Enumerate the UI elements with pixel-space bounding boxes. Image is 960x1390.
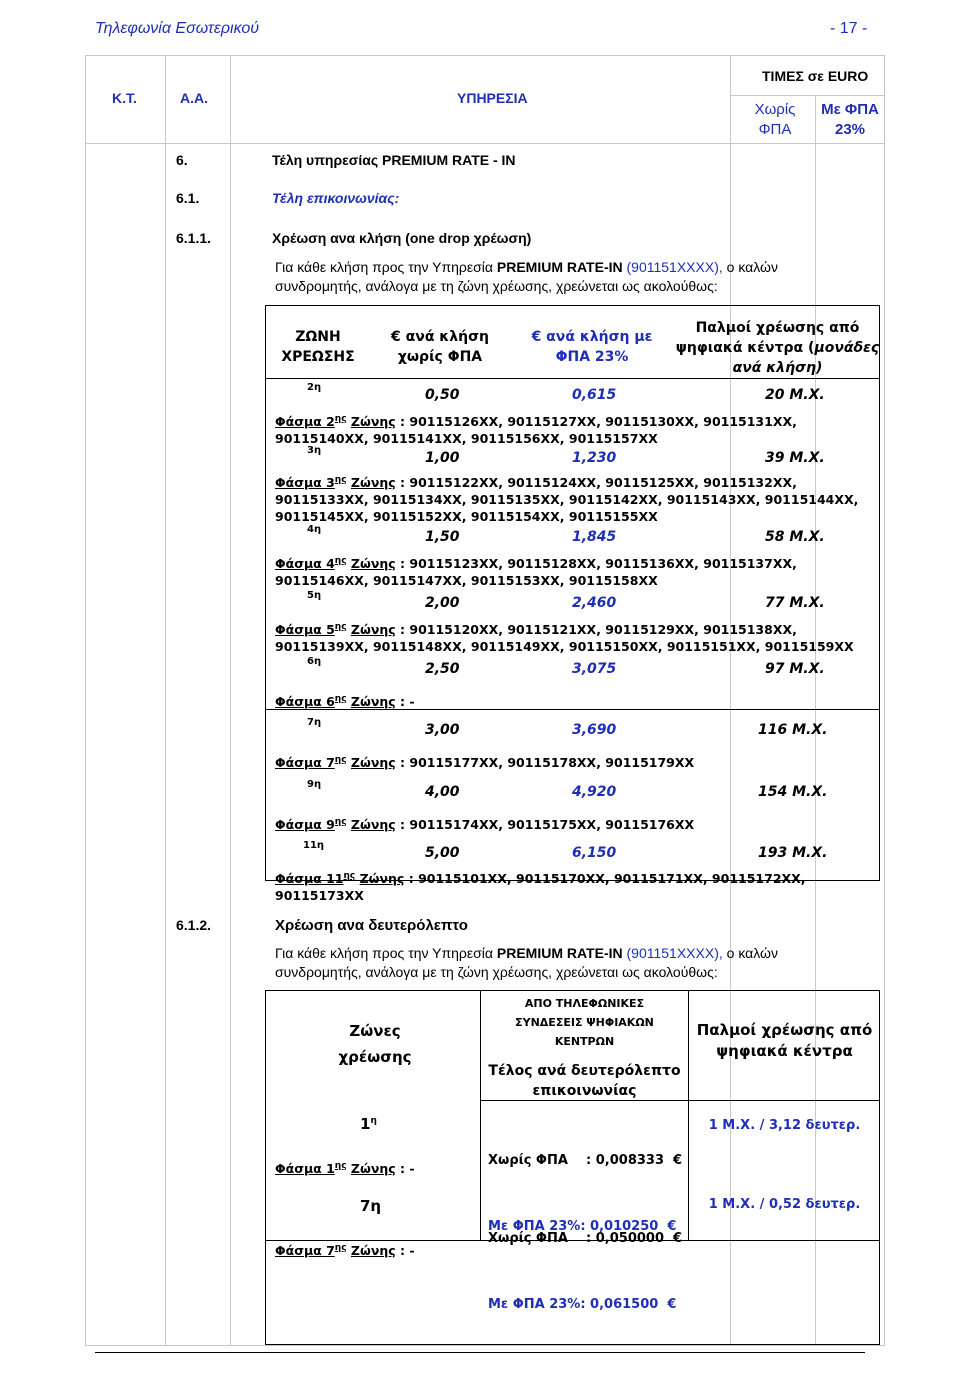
section-6-1-1-title: Χρέωση ανα κλήση (one drop χρέωση) [272, 230, 532, 246]
col-no-vat-l2: ΦΠΑ [758, 121, 792, 138]
t1-range-zone-word: Ζώνης [350, 556, 396, 572]
t1-range-line-2: 90115173XX [275, 888, 364, 904]
t2-range [275, 1240, 415, 1259]
grid-line [230, 55, 231, 1345]
t1-zone: 9η [307, 779, 322, 790]
table-per-second-vline [688, 990, 689, 1240]
t1-price-no-vat: 5,00 [425, 845, 460, 861]
t2-header-zones [300, 1018, 450, 1070]
t1-header-pulses-l2: ψηφιακά κέντρα ( [675, 340, 815, 356]
t1-header-pulses-l2-italic: μονάδες [814, 340, 880, 356]
section-6-1-1-num: 6.1.1. [176, 230, 212, 246]
col-aa: A.A. [180, 90, 208, 106]
t1-header-no-vat-l2: χωρίς ΦΠΑ [397, 349, 483, 365]
t2-header-zones-l1: Ζώνες [349, 1022, 401, 1040]
t1-zone: 3η [307, 445, 322, 456]
t1-range-label: Φάσμα 4 [275, 556, 335, 572]
grid-line [85, 1345, 885, 1346]
t2-range-sup: ης [334, 1243, 347, 1253]
t1-price-no-vat: 4,00 [425, 784, 460, 800]
t1-zone: 5η [307, 590, 322, 601]
page-number: - 17 - [830, 20, 868, 37]
t1-range-label: Φάσμα 6 [275, 694, 335, 710]
intro-text-a: Για κάθε κλήση προς την Υπηρεσία [275, 259, 493, 275]
t1-range [275, 814, 694, 833]
t1-pulses: 20 Μ.Χ. [765, 387, 825, 403]
t1-price-vat: 6,150 [572, 845, 617, 861]
intro-text-b: ο καλών [726, 259, 778, 275]
grid-line [85, 143, 885, 144]
t2-header-zones-l2: χρέωσης [338, 1048, 412, 1066]
t2-fee-no-vat: Χωρίς ΦΠΑ : 0,008333 € [488, 1153, 683, 1168]
footer-rule [95, 1352, 865, 1353]
t1-range-label: Φάσμα 5 [275, 622, 335, 638]
t1-price-vat: 2,460 [572, 595, 617, 611]
t1-range-sup: ης [334, 556, 347, 566]
t1-range [275, 553, 797, 589]
section-6-1-num: 6.1. [176, 190, 200, 206]
t1-range-zone-word: Ζώνης [350, 694, 396, 710]
t2-range-label: Φάσμα 1 [275, 1161, 335, 1177]
col-with-vat [818, 100, 882, 140]
t2-header-fee-l1: Τέλος ανά δευτερόλεπτο [488, 1063, 681, 1079]
t1-range-line-1: : 90115120XX, 90115121XX, 90115129XX, 90115138XX, [400, 622, 797, 638]
t1-price-no-vat: 1,00 [425, 450, 460, 466]
t2-header-pulses [692, 1020, 877, 1062]
t1-range-line-1: : - [400, 694, 415, 710]
t2-zone [360, 1197, 381, 1215]
section-6-1-2-title: Χρέωση ανα δευτερόλεπτο [275, 917, 468, 934]
col-prices: ΤΙΜΕΣ σε EURO [762, 68, 869, 84]
t1-header-vat-l1: € ανά κλήση με [531, 329, 653, 345]
t1-zone: 11η [303, 840, 325, 851]
t1-pulses: 193 Μ.Χ. [758, 845, 828, 861]
t1-range-line-1: : 90115174XX, 90115175XX, 90115176XX [400, 817, 695, 833]
t1-price-vat: 3,690 [572, 722, 617, 738]
t2-pulses: 1 Μ.Χ. / 3,12 δευτερ. [708, 1118, 861, 1133]
t1-range-line-1: : 90115101XX, 90115170XX, 90115171XX, 90115172XX, [408, 871, 806, 887]
intro-paragraph-2 [275, 944, 875, 982]
t1-zone: 7η [307, 717, 322, 728]
t1-range-line-2: 90115139XX, 90115148XX, 90115149XX, 90115150XX, 90115151XX, 90115159XX [275, 639, 854, 655]
t1-price-vat: 4,920 [572, 784, 617, 800]
t2-header-from [482, 994, 687, 1051]
grid-line [884, 55, 885, 1345]
t1-price-vat: 0,615 [572, 387, 617, 403]
t2-header-fee-l2: επικοινωνίας [532, 1083, 637, 1099]
table-per-call-right [879, 305, 880, 880]
t1-range-sup: ης [334, 817, 347, 827]
table-per-call-left [265, 305, 266, 880]
t2-header-pulses-l1: Παλμοί χρέωσης από [696, 1021, 873, 1039]
t2-zone [360, 1115, 377, 1133]
col-with-vat-l2: 23% [834, 121, 866, 138]
t1-range-zone-word: Ζώνης [350, 622, 396, 638]
t1-pulses: 58 Μ.Χ. [765, 529, 825, 545]
t2-range-sup: ης [334, 1161, 347, 1171]
t1-zone: 4η [307, 524, 322, 535]
section-6-1-2-num: 6.1.2. [176, 917, 212, 933]
t2-range-label: Φάσμα 7 [275, 1243, 335, 1259]
t1-range-line-2: 90115133XX, 90115134XX, 90115135XX, 90115142XX, 90115143XX, 90115144XX, [275, 492, 859, 508]
grid-line [730, 95, 885, 96]
t1-range-sup: ης [334, 414, 347, 424]
t1-range-line-1: : 90115123XX, 90115128XX, 90115136XX, 90115137XX, [400, 556, 797, 572]
intro2-text-b: ο καλών [726, 945, 778, 961]
t2-range-zone-word: Ζώνης [350, 1161, 396, 1177]
t1-header-pulses-l3: ανά κλήση) [732, 360, 823, 376]
intro2-service: PREMIUM RATE-IN [496, 945, 623, 961]
t1-range-zone-word: Ζώνης [359, 871, 405, 887]
section-6-num: 6. [176, 152, 188, 168]
t1-price-no-vat: 1,50 [425, 529, 460, 545]
t1-range-sup: ης [334, 755, 347, 765]
t1-range [275, 619, 854, 655]
t1-range [275, 472, 858, 525]
t1-header-pulses-l1: Παλμοί χρέωσης από [695, 320, 860, 336]
t1-range-sup: ης [334, 694, 347, 704]
t2-header-pulses-l2: ψηφιακά κέντρα [716, 1042, 853, 1060]
section-6-1-title: Τέλη επικοινωνίας: [272, 190, 400, 206]
t1-range-label: Φάσμα 7 [275, 755, 335, 771]
t2-range-line-1: : - [400, 1243, 415, 1259]
t1-range [275, 868, 806, 904]
t2-fee-no-vat: Χωρίς ΦΠΑ : 0,050000 € [488, 1231, 683, 1246]
t1-range-line-1: : 90115122XX, 90115124XX, 90115125XX, 90115132XX, [400, 475, 797, 491]
t1-price-no-vat: 2,50 [425, 661, 460, 677]
t2-range-zone-word: Ζώνης [350, 1243, 396, 1259]
intro-range: (901151XXXX), [626, 259, 723, 275]
t1-range-label: Φάσμα 9 [275, 817, 335, 833]
t2-zone-value: 7η [360, 1197, 382, 1215]
t2-header-fee [482, 1061, 687, 1101]
t2-header-from-l3: ΚΕΝΤΡΩΝ [554, 1035, 615, 1048]
t2-header-from-l1: ΑΠΟ ΤΗΛΕΦΩΝΙΚΕΣ [524, 997, 645, 1010]
t1-pulses: 97 Μ.Χ. [765, 661, 825, 677]
t1-range-zone-word: Ζώνης [350, 755, 396, 771]
t1-range-label: Φάσμα 11 [275, 871, 344, 887]
t1-zone: 6η [307, 656, 322, 667]
t1-header-zone-l1: ΖΩΝΗ [295, 329, 341, 345]
t1-range-zone-word: Ζώνης [350, 817, 396, 833]
t1-range [275, 411, 797, 447]
col-kt: K.T. [112, 90, 137, 106]
t1-pulses: 154 Μ.Χ. [758, 784, 828, 800]
intro2-text-a: Για κάθε κλήση προς την Υπηρεσία [275, 945, 493, 961]
t1-zone: 2η [307, 382, 322, 393]
table-per-second-vline [480, 990, 481, 1240]
t1-range-zone-word: Ζώνης [350, 475, 396, 491]
intro-paragraph-1 [275, 258, 875, 296]
t1-range-sup: ης [334, 475, 347, 485]
intro2-range: (901151XXXX), [626, 945, 723, 961]
t1-price-vat: 1,845 [572, 529, 617, 545]
t1-price-vat: 1,230 [572, 450, 617, 466]
col-service: ΥΠΗΡΕΣΙΑ [457, 90, 528, 106]
page-header-title: Τηλεφωνία Εσωτερικού [95, 20, 260, 37]
table-per-call-header-rule [265, 378, 880, 379]
grid-line [85, 55, 86, 1345]
t2-fee-vat: Με ΦΠΑ 23%: 0,061500 € [488, 1297, 677, 1312]
t1-header-vat [522, 327, 662, 367]
t1-pulses: 116 Μ.Χ. [758, 722, 828, 738]
t2-fee-vat: Με ΦΠΑ 23%: 0,010250 € [488, 1219, 677, 1234]
t1-range-line-1: : 90115126XX, 90115127XX, 90115130XX, 90115131XX, [400, 414, 797, 430]
t1-pulses: 77 Μ.Χ. [765, 595, 825, 611]
t1-range-zone-word: Ζώνης [350, 414, 396, 430]
t1-header-zone [268, 327, 368, 367]
col-with-vat-l1: Με ΦΠΑ [821, 101, 879, 118]
t1-range [275, 691, 415, 710]
t1-header-no-vat-l1: € ανά κλήση [391, 329, 489, 345]
t2-fee [488, 1184, 682, 1338]
t2-header-from-l2: ΣΥΝΔΕΣΕΙΣ ΨΗΦΙΑΚΩΝ [515, 1016, 654, 1029]
t1-header-no-vat [375, 327, 505, 367]
t1-range-line-2: 90115146XX, 90115147XX, 90115153XX, 90115158XX [275, 573, 658, 589]
t1-range [275, 752, 694, 771]
t2-zone-sup: η [370, 1116, 377, 1126]
t2-pulses: 1 Μ.Χ. / 0,52 δευτερ. [708, 1197, 861, 1212]
t1-range-sup: ης [343, 871, 356, 881]
intro-line-2: συνδρομητής, ανάλογα με τη ζώνη χρέωσης, χρεώνεται ως ακολούθως: [275, 278, 718, 294]
intro-service: PREMIUM RATE-IN [496, 259, 623, 275]
intro2-line-2: συνδρομητής, ανάλογα με τη ζώνη χρέωσης, χρεώνεται ως ακολούθως: [275, 964, 718, 980]
t1-range-sup: ης [334, 622, 347, 632]
grid-line [165, 55, 166, 1345]
section-6-title: Τέλη υπηρεσίας PREMIUM RATE - IN [272, 152, 516, 168]
t1-range-label: Φάσμα 2 [275, 414, 335, 430]
t1-price-vat: 3,075 [572, 661, 617, 677]
col-no-vat [740, 100, 810, 140]
t2-zone-value: 1 [360, 1115, 371, 1133]
t1-range-line-1: : 90115177XX, 90115178XX, 90115179XX [400, 755, 695, 771]
t1-header-vat-l2: ΦΠΑ 23% [555, 349, 629, 365]
t1-header-pulses [675, 318, 880, 378]
t2-range [275, 1158, 415, 1177]
col-no-vat-l1: Χωρίς [754, 101, 796, 118]
t1-range-label: Φάσμα 3 [275, 475, 335, 491]
t1-pulses: 39 Μ.Χ. [765, 450, 825, 466]
t1-price-no-vat: 0,50 [425, 387, 460, 403]
t1-price-no-vat: 2,00 [425, 595, 460, 611]
t1-header-zone-l2: ΧΡΕΩΣΗΣ [281, 349, 355, 365]
t2-range-line-1: : - [400, 1161, 415, 1177]
t1-range-line-3: 90115145XX, 90115152XX, 90115154XX, 90115155XX [275, 509, 658, 525]
grid-line [85, 55, 885, 56]
t1-range-line-2: 90115140XX, 90115141XX, 90115156XX, 90115157XX [275, 431, 658, 447]
t1-price-no-vat: 3,00 [425, 722, 460, 738]
